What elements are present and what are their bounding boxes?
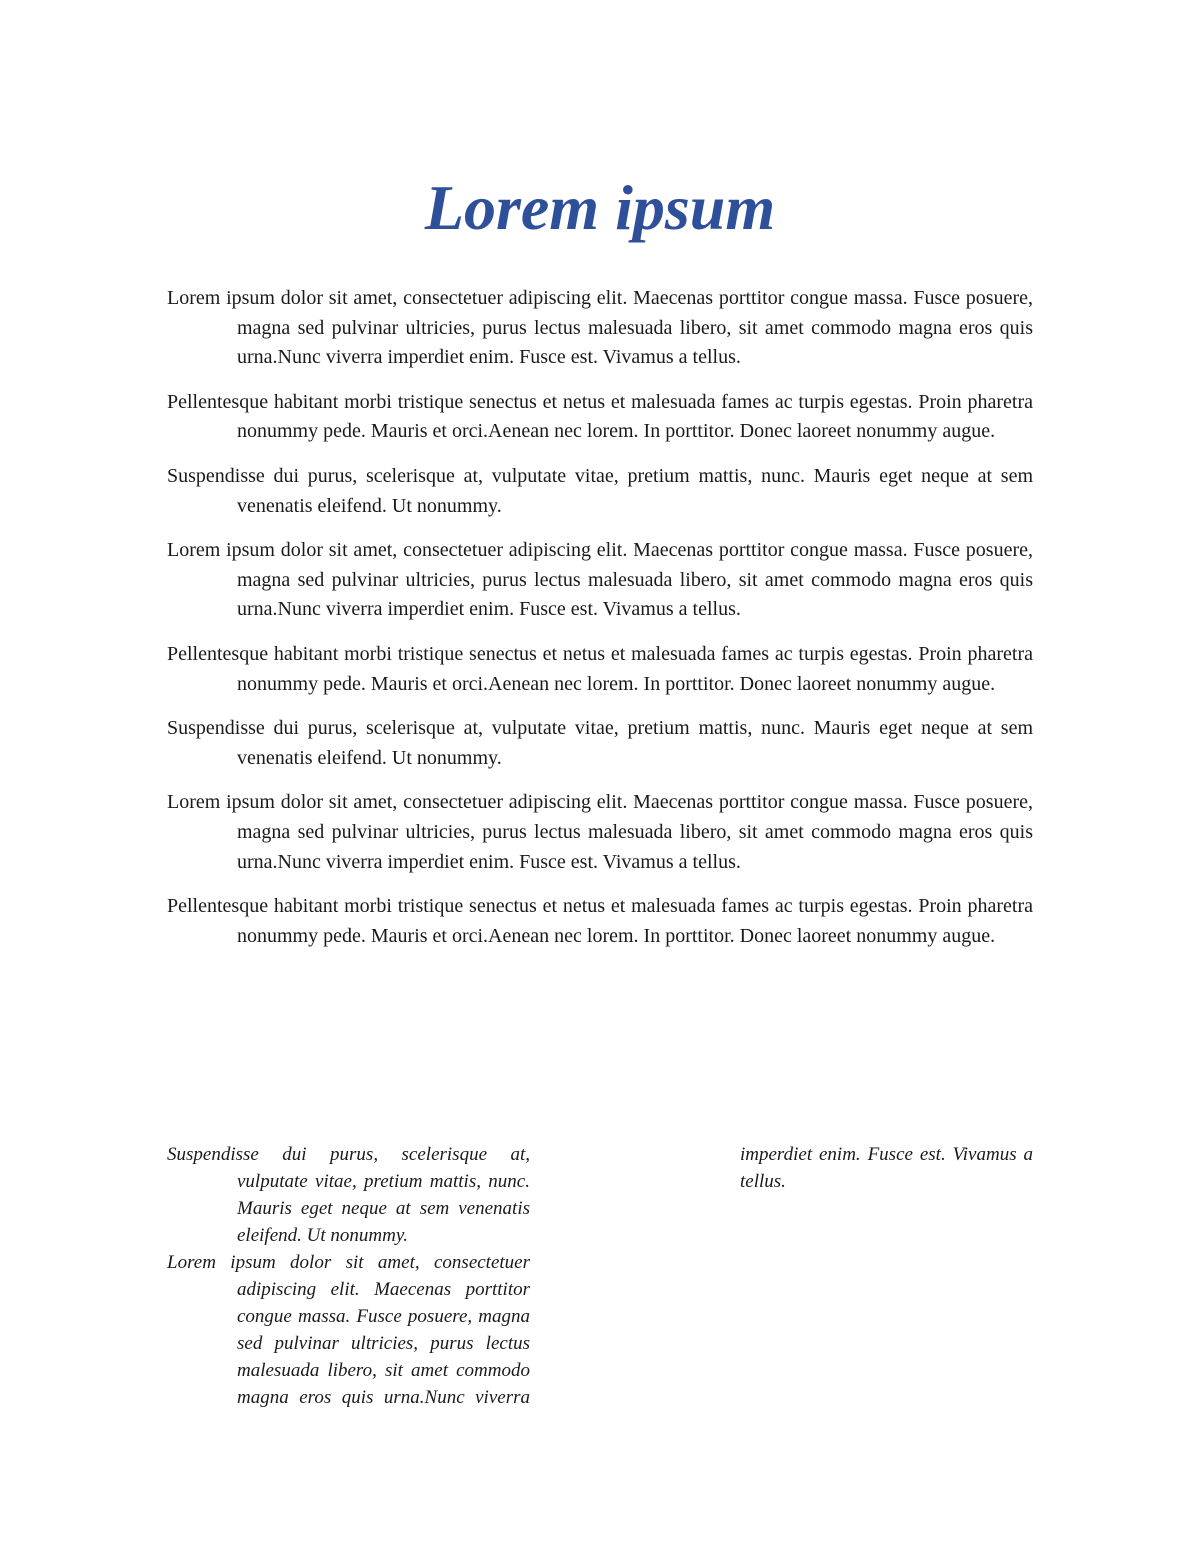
body-paragraph: Pellentesque habitant morbi tristique senectus et netus et malesuada fames ac turpis egestas. Proin pharetra nonummy pede. Mauris et orci.Aenean nec lorem. In porttitor. Donec laoreet nonummy augue. (167, 642, 1033, 695)
two-column-section (167, 1141, 1033, 1421)
body-paragraph: Pellentesque habitant morbi tristique senectus et netus et malesuada fames ac turpis egestas. Proin pharetra nonummy pede. Mauris et orci.Aenean nec lorem. In porttitor. Donec laoreet nonummy augue. (167, 895, 1033, 947)
body-paragraph: Suspendisse dui purus, scelerisque at, vulputate vitae, pretium mattis, nunc. Mauris eget neque at sem venenatis eleifend. Ut nonummy. (167, 464, 1033, 517)
body-paragraph: Lorem ipsum dolor sit amet, consectetuer adipiscing elit. Maecenas porttitor congue massa. Fusce posuere, magna sed pulvinar ultricies, purus lectus malesuada libero, sit amet commodo magna eros quis urna.Nunc viverra imperdiet enim. Fusce est. Vivamus a tellus. (167, 287, 1033, 369)
body-paragraph: Suspendisse dui purus, scelerisque at, vulputate vitae, pretium mattis, nunc. Mauris eget neque at sem venenatis eleifend. Ut nonummy. (167, 717, 1033, 769)
column-paragraph: Suspendisse dui purus, scelerisque at, vulputate vitae, pretium mattis, nunc. Mauris eget neque at sem venenatis eleifend. Ut nonummy. (167, 1144, 530, 1246)
column-paragraph: Lorem ipsum dolor sit amet, consectetuer adipiscing elit. Maecenas porttitor congue massa. Fusce posuere, magna sed pulvinar ultricies, purus lectus malesuada libero, sit amet commodo magna eros quis urna.Nunc viverra imperdiet enim. Fusce est. Vivamus a tellus. (167, 1144, 1033, 1408)
body-paragraph: Lorem ipsum dolor sit amet, consectetuer adipiscing elit. Maecenas porttitor congue massa. Fusce posuere, magna sed pulvinar ultricies, purus lectus malesuada libero, sit amet commodo magna eros quis urna.Nunc viverra imperdiet enim. Fusce est. Vivamus a tellus. (167, 791, 1033, 873)
document-title: Lorem ipsum (424, 172, 776, 243)
body-paragraph: Pellentesque habitant morbi tristique senectus et netus et malesuada fames ac turpis egestas. Proin pharetra nonummy pede. Mauris et orci.Aenean nec lorem. In porttitor. Donec laoreet nonummy augue. (167, 390, 1033, 443)
document-body (167, 284, 1033, 966)
body-paragraph: Lorem ipsum dolor sit amet, consectetuer adipiscing elit. Maecenas porttitor congue massa. Fusce posuere, magna sed pulvinar ultricies, purus lectus malesuada libero, sit amet commodo magna eros quis urna.Nunc viverra imperdiet enim. Fusce est. Vivamus a tellus. (167, 539, 1033, 621)
